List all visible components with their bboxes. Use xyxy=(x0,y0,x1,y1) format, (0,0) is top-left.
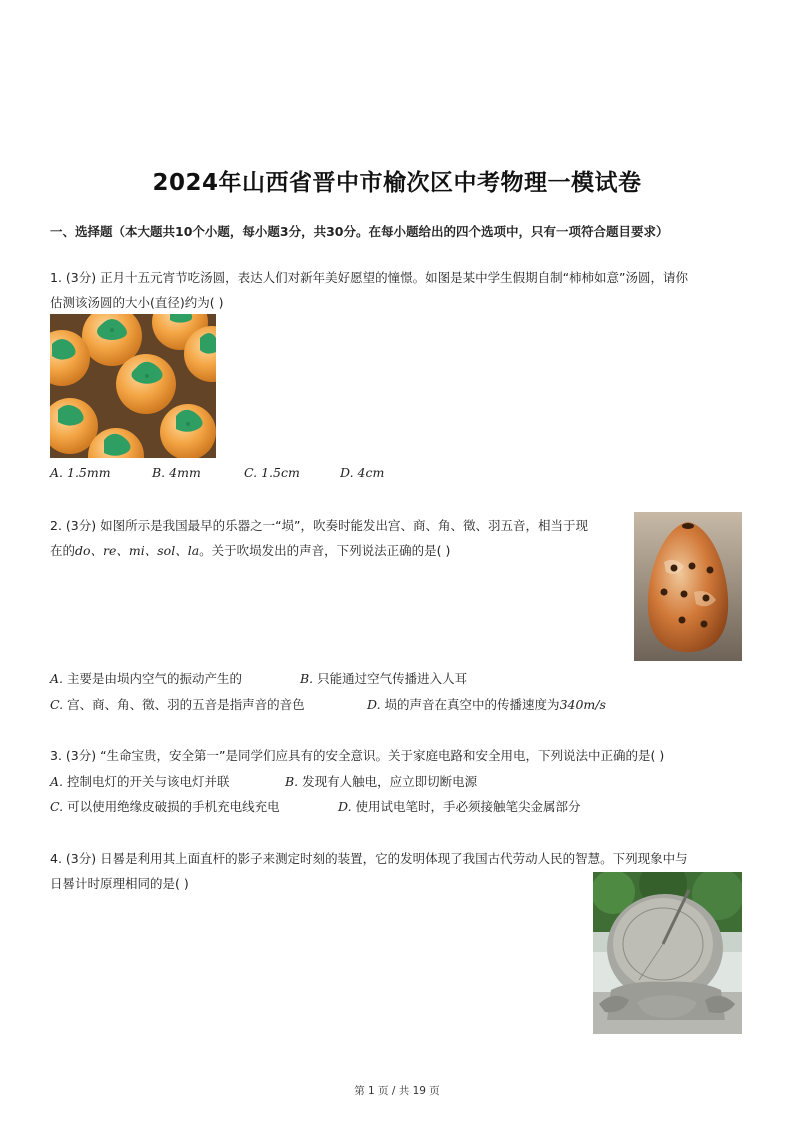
q1-option-a[interactable]: A. 1.5mm xyxy=(50,465,111,480)
persimmon-tangyuan-image xyxy=(50,314,216,458)
section-heading: 一、选择题（本大题共10个小题，每小题3分，共30分。在每小题给出的四个选项中，只有一项符合题目要求） xyxy=(50,224,669,239)
page-footer: 第 1 页 / 共 19 页 xyxy=(354,1085,440,1097)
q1-option-b[interactable]: B. 4mm xyxy=(152,465,201,480)
page-title: 2024年山西省晋中市榆次区中考物理一模试卷 xyxy=(152,170,642,196)
q1-option-c[interactable]: C. 1.5cm xyxy=(244,465,300,480)
q4-line1: 4. (3分) 日晷是利用其上面直杆的影子来测定时刻的装置，它的发明体现了我国古代劳动人民的智慧。下列现象中与 xyxy=(50,851,688,866)
q3-option-c[interactable]: C. 可以使用绝缘皮破损的手机充电线充电 xyxy=(50,799,280,814)
sundial-image xyxy=(593,872,742,1034)
q2-option-c[interactable]: C. 宫、商、角、徵、羽的五音是指声音的音色 xyxy=(50,697,305,712)
q2-option-a[interactable]: A. 主要是由埙内空气的振动产生的 xyxy=(50,671,243,686)
q1-line2: 估测该汤圆的大小(直径)约为( ) xyxy=(50,295,224,310)
q4-line2: 日晷计时原理相同的是( ) xyxy=(50,876,189,891)
q2-option-d[interactable]: D. 埙的声音在真空中的传播速度为340m/s xyxy=(367,697,606,712)
q3-line1: 3. (3分) “生命宝贵，安全第一”是同学们应具有的安全意识。关于家庭电路和安全用电，下列说法中正确的是( ) xyxy=(50,748,665,763)
xun-instrument-image xyxy=(634,512,742,661)
q3-option-d[interactable]: D. 使用试电笔时，手必须接触笔尖金属部分 xyxy=(338,799,581,814)
q2-line2: 在的do、re、mi、sol、la。关于吹埙发出的声音，下列说法正确的是( ) xyxy=(50,543,451,558)
q1-option-d[interactable]: D. 4cm xyxy=(340,465,385,480)
q2-option-b[interactable]: B. 只能通过空气传播进入人耳 xyxy=(300,671,468,686)
q2-line1: 2. (3分) 如图所示是我国最早的乐器之一“埙”，吹奏时能发出宫、商、角、徵、羽五音，相当于现 xyxy=(50,518,589,533)
q1-line1: 1. (3分) 正月十五元宵节吃汤圆，表达人们对新年美好愿望的憧憬。如图是某中学生假期自制“柿柿如意”汤圆，请你 xyxy=(50,270,689,285)
q3-option-b[interactable]: B. 发现有人触电，应立即切断电源 xyxy=(285,774,478,789)
q3-option-a[interactable]: A. 控制电灯的开关与该电灯并联 xyxy=(50,774,230,789)
